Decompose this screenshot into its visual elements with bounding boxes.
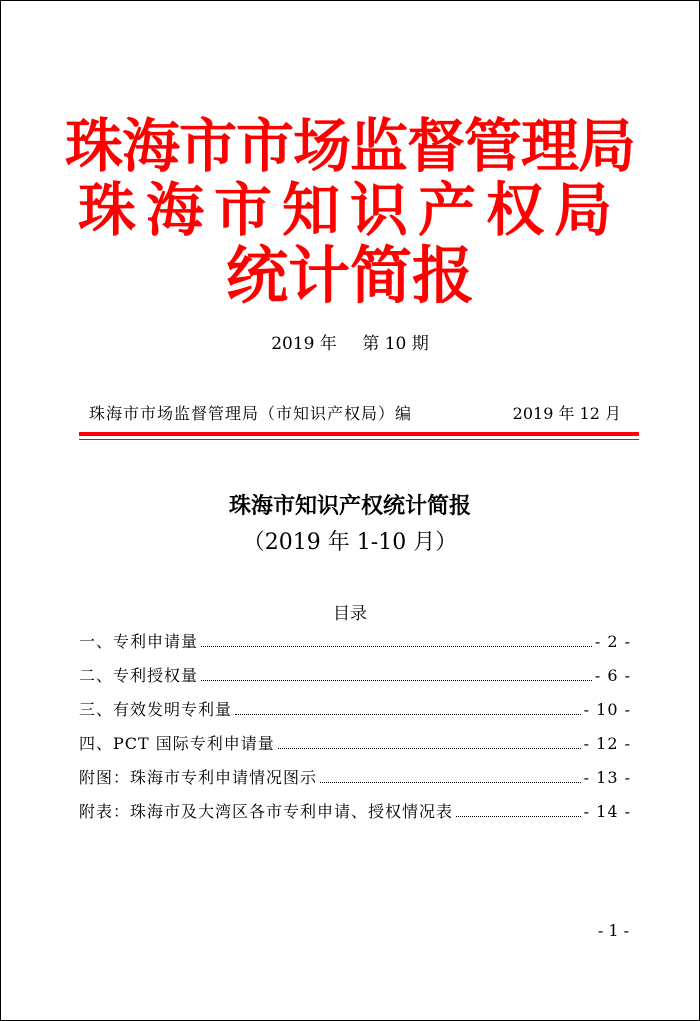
toc-item[interactable] xyxy=(79,799,631,833)
toc-item[interactable] xyxy=(79,765,631,799)
toc-item-label: 附表：珠海市及大湾区各市专利申请、授权情况表 xyxy=(79,802,454,821)
masthead-line-1: 珠海市市场监督管理局 xyxy=(64,112,635,180)
toc-item-page: - 10 - xyxy=(583,700,631,719)
toc-item[interactable] xyxy=(79,629,631,663)
toc-leader-dots xyxy=(235,714,581,715)
toc-leader-dots xyxy=(201,646,592,647)
toc-item-label: 三、有效发明专利量 xyxy=(79,700,233,719)
toc-heading: 目录 xyxy=(333,604,367,624)
toc-item[interactable] xyxy=(79,663,631,697)
toc-item-page: - 6 - xyxy=(594,666,631,685)
toc-leader-dots xyxy=(278,748,581,749)
toc-leader-dots xyxy=(201,680,592,681)
toc-item-label: 附图：珠海市专利申请情况图示 xyxy=(79,768,318,787)
toc-item-page: - 13 - xyxy=(583,768,631,787)
toc-leader-dots xyxy=(320,782,581,783)
toc-item-page: - 2 - xyxy=(594,632,631,651)
masthead-line-2: 珠海市知识产权局 xyxy=(77,176,622,244)
table-of-contents xyxy=(79,629,631,833)
toc-item-label: 四、PCT 国际专利申请量 xyxy=(79,734,275,753)
toc-item-page: - 14 - xyxy=(583,802,631,821)
editor-credit: 珠海市市场监督管理局（市知识产权局）编 xyxy=(89,404,413,423)
toc-leader-dots xyxy=(456,816,581,817)
document-subtitle: （2019 年 1-10 月） xyxy=(242,530,458,555)
toc-item-page: - 12 - xyxy=(583,734,631,753)
issue-line xyxy=(1,329,699,354)
issue-year: 2019 年 xyxy=(271,334,337,354)
toc-item[interactable] xyxy=(79,731,631,765)
masthead-line-3: 统计简报 xyxy=(225,239,474,312)
page-number: - 1 - xyxy=(597,921,629,940)
red-divider-thick xyxy=(79,432,639,436)
document-title: 珠海市知识产权统计简报 xyxy=(228,493,471,519)
red-divider-thin xyxy=(79,439,639,440)
issue-number: 第 10 期 xyxy=(362,334,429,354)
publication-date: 2019 年 12 月 xyxy=(512,404,621,423)
toc-item-label: 一、专利申请量 xyxy=(79,632,199,651)
toc-item[interactable] xyxy=(79,697,631,731)
toc-item-label: 二、专利授权量 xyxy=(79,666,199,685)
